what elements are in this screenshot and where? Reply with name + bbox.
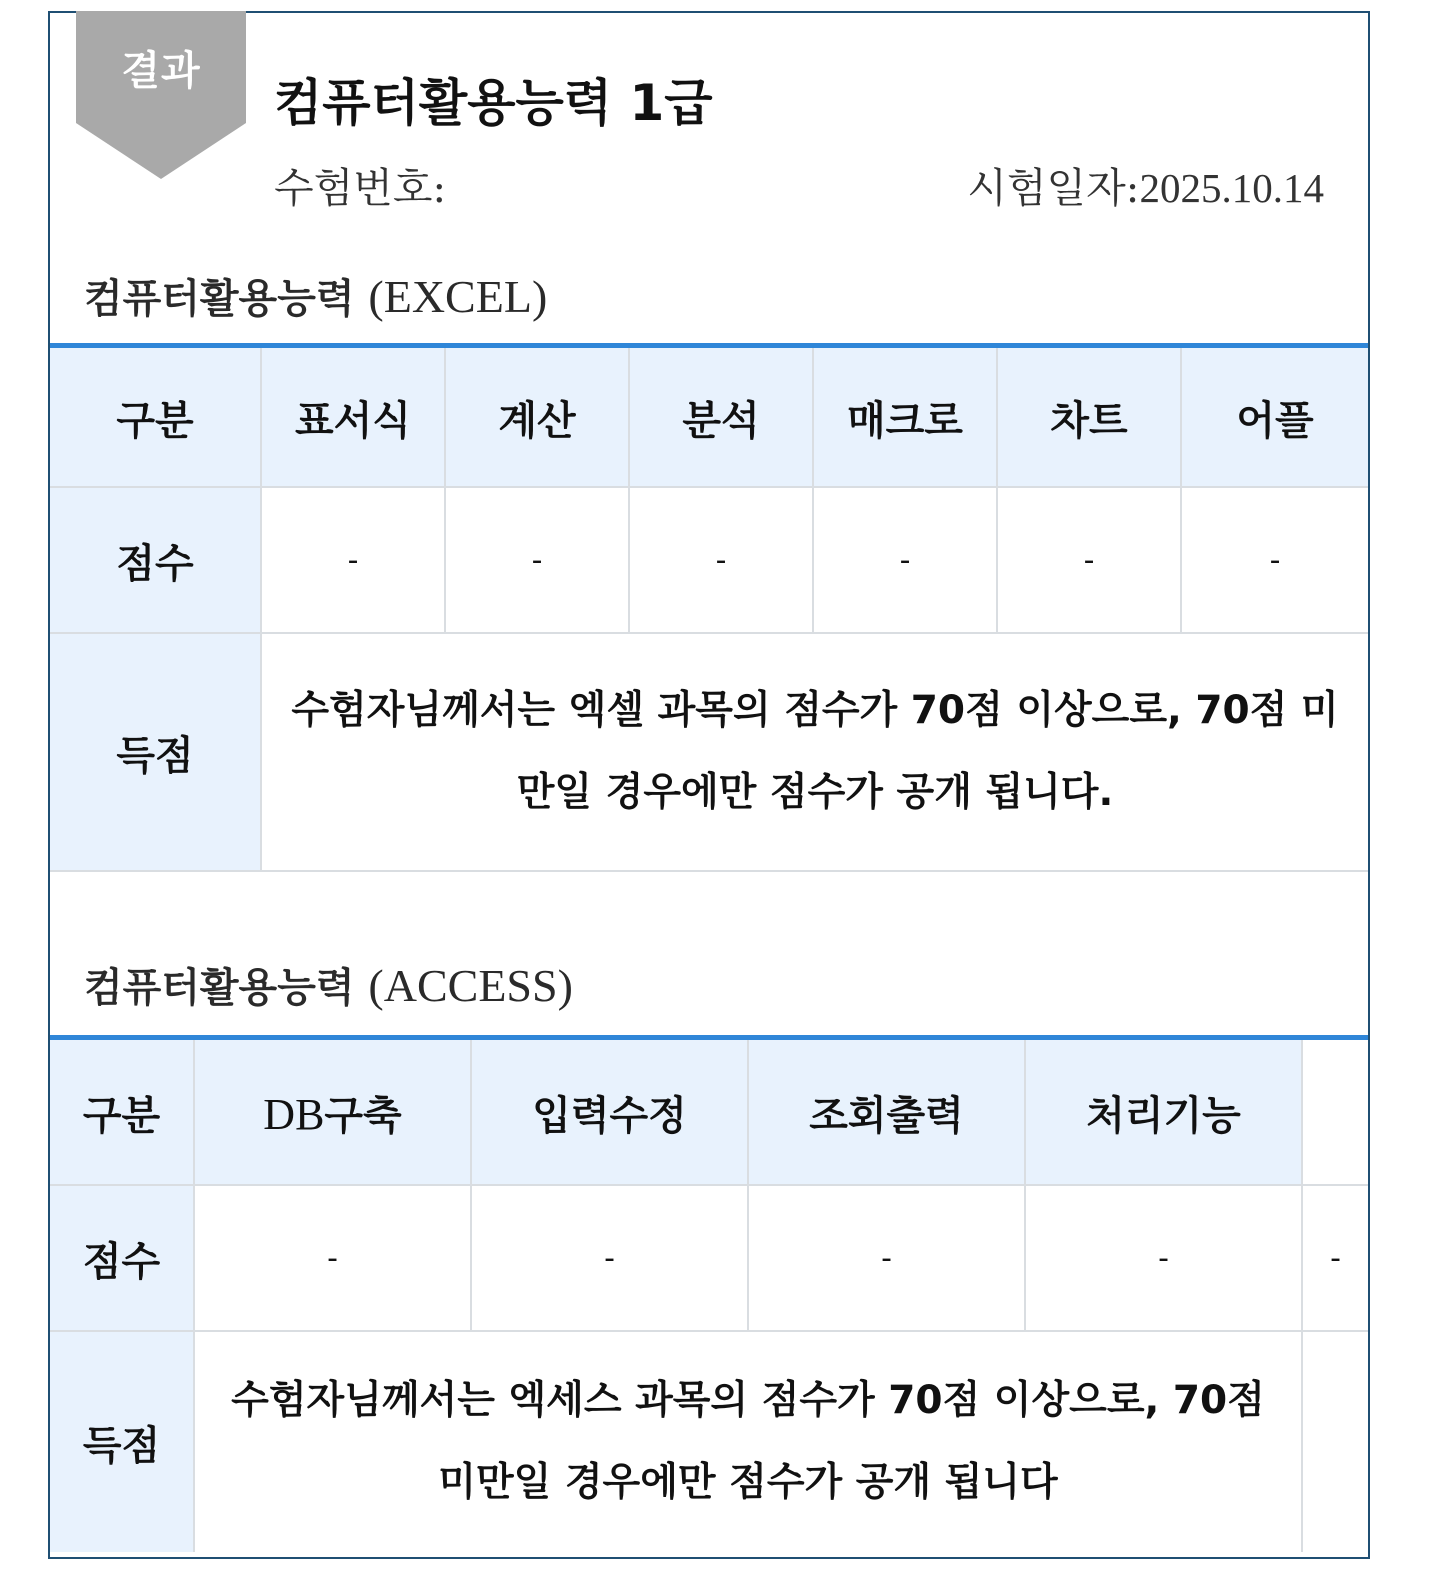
excel-score-cell: - (629, 487, 813, 633)
result-badge-label: 결과 (121, 48, 201, 94)
excel-score-row (50, 487, 1368, 633)
excel-column-header: 차트 (997, 346, 1181, 488)
access-score-table (50, 1035, 1368, 1552)
excel-column-header: 매크로 (813, 346, 997, 488)
access-column-header-db (194, 1038, 471, 1186)
access-header-category: 구분 (50, 1038, 194, 1186)
excel-section-title (84, 267, 547, 324)
result-card (48, 11, 1370, 1559)
excel-column-header: 표서식 (261, 346, 445, 488)
exam-number-label: 수험번호: (274, 164, 447, 212)
access-title-en: (ACCESS) (368, 960, 573, 1011)
exam-date-label: 시험일자: (967, 164, 1140, 212)
excel-column-header: 분석 (629, 346, 813, 488)
excel-score-cell: - (445, 487, 629, 633)
certificate-title: 컴퓨터활용능력 1급 (274, 74, 713, 132)
access-score-cell: - (1302, 1185, 1368, 1331)
access-column-header: 입력수정 (471, 1038, 748, 1186)
excel-score-label: 점수 (50, 487, 261, 633)
excel-score-cell: - (997, 487, 1181, 633)
access-score-label: 점수 (50, 1185, 194, 1331)
excel-header-category: 구분 (50, 346, 261, 488)
excel-title-en: (EXCEL) (368, 271, 548, 322)
access-score-cell: - (471, 1185, 748, 1331)
access-column-header: 조회출력 (748, 1038, 1025, 1186)
excel-result-row (50, 633, 1368, 871)
exam-number (274, 155, 446, 214)
excel-result-label: 득점 (50, 633, 261, 871)
access-header-row (50, 1038, 1368, 1186)
excel-header-row (50, 346, 1368, 488)
access-result-row (50, 1331, 1368, 1552)
access-section-title (84, 956, 573, 1013)
access-score-cell: - (748, 1185, 1025, 1331)
excel-score-notice: 수험자님께서는 엑셀 과목의 점수가 70점 이상으로, 70점 미만일 경우에만 점수가 공개 됩니다. (261, 633, 1368, 871)
access-title-ko: 컴퓨터활용능력 (84, 965, 355, 1011)
result-ribbon-badge (76, 11, 246, 181)
excel-score-cell: - (813, 487, 997, 633)
access-column-header: 처리기능 (1025, 1038, 1302, 1186)
access-column-header-db-ko: 구축 (324, 1092, 402, 1139)
access-column-header-db-en: DB (263, 1089, 325, 1139)
excel-score-cell: - (1181, 487, 1368, 633)
access-score-row (50, 1185, 1368, 1331)
access-score-notice: 수험자님께서는 엑세스 과목의 점수가 70점 이상으로, 70점 미만일 경우에만 점수가 공개 됩니다 (194, 1331, 1302, 1552)
access-result-label: 득점 (50, 1331, 194, 1552)
excel-score-table (50, 343, 1368, 872)
access-score-cell: - (1025, 1185, 1302, 1331)
excel-column-header: 계산 (445, 346, 629, 488)
access-header-empty-cell (1302, 1038, 1368, 1186)
exam-date (967, 155, 1324, 214)
excel-title-ko: 컴퓨터활용능력 (84, 276, 355, 322)
exam-date-value: 2025.10.14 (1139, 165, 1324, 211)
access-result-empty-cell (1302, 1331, 1368, 1552)
excel-score-cell: - (261, 487, 445, 633)
excel-column-header: 어플 (1181, 346, 1368, 488)
access-score-cell: - (194, 1185, 471, 1331)
